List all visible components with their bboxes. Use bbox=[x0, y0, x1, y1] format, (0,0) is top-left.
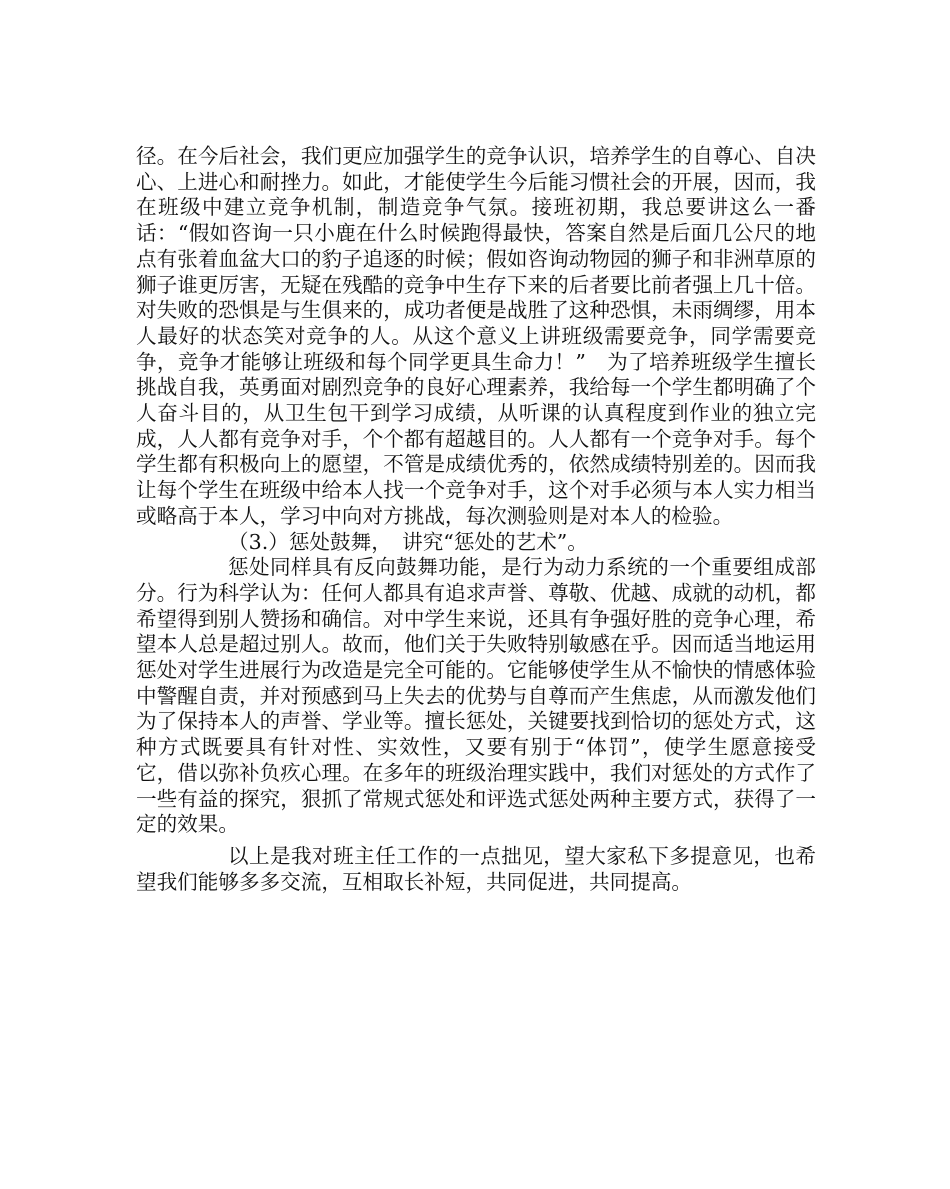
section-heading-punishment: （3.）惩处鼓舞， 讲究“惩处的艺术”。 bbox=[228, 529, 588, 554]
paragraph-competition: 径。在今后社会，我们更应加强学生的竞争认识，培养学生的自尊心、自决心、上进心和耐挫力。如此，才能使学生今后能习惯社会的开展，因而，我在班级中建立竞争机制，制造竞争气氛。接班初期，我总要讲这么一番话：“假如咨询一只小鹿在什么时候跑得最快，答案自然是后面几公尺的地点有张着血盆大口的豹子追逐的时候；假如咨询动物园的狮子和非洲草原的狮子谁更厉害，无疑在残酷的竞争中生存下来的后者要比前者强上几十倍。对失败的恐惧是与生俱来的，成功者便是战胜了这种恐惧，未雨绸缪，用本人最好的状态笑对竞争的人。从这个意义上讲班级需要竞争，同学需要竞争，竞争才能够让班级和每个同学更具生命力！” 为了培养班级学生擅长挑战自我，英勇面对剧烈竞争的良好心理素养，我给每一个学生都明确了个人奋斗目的，从卫生包干到学习成绩，从听课的认真程度到作业的独立完成，人人都有竞争对手，个个都有超越目的。人人都有一个竞争对手。每个学生都有积极向上的愿望，不管是成绩优秀的，依然成绩特别差的。因而我让每个学生在班级中给本人找一个竞争对手，这个对手必须与本人实力相当或略高于本人，学习中向对方挑战，每次测验则是对本人的检验。 bbox=[136, 144, 816, 528]
paragraph-punishment: 惩处同样具有反向鼓舞功能，是行为动力系统的一个重要组成部分。行为科学认为：任何人都具有追求声誉、尊敬、优越、成就的动机，都希望得到别人赞扬和确信。对中学生来说，还具有争强好胜的竞争心理，希望本人总是超过别人。故而，他们关于失败特别敏感在乎。因而适当地运用惩处对学生进展行为改造是完全可能的。它能够使学生从不愉快的情感体验中警醒自责，并对预感到马上失去的优势与自尊而产生焦虑，从而激发他们为了保持本人的声誉、学业等。擅长惩处，关键要找到恰切的惩处方式，这种方式既要具有针对性、实效性，又要有别于“体罚”，使学生愿意接受它，借以弥补负疚心理。在多年的班级治理实践中，我们对惩处的方式作了一些有益的探究，狠抓了常规式惩处和评选式惩处两种主要方式，获得了一定的效果。 bbox=[136, 555, 816, 837]
document-body bbox=[136, 144, 816, 895]
paragraph-conclusion: 以上是我对班主任工作的一点拙见，望大家私下多提意见，也希望我们能够多多交流，互相取长补短，共同促进，共同提高。 bbox=[136, 843, 816, 894]
